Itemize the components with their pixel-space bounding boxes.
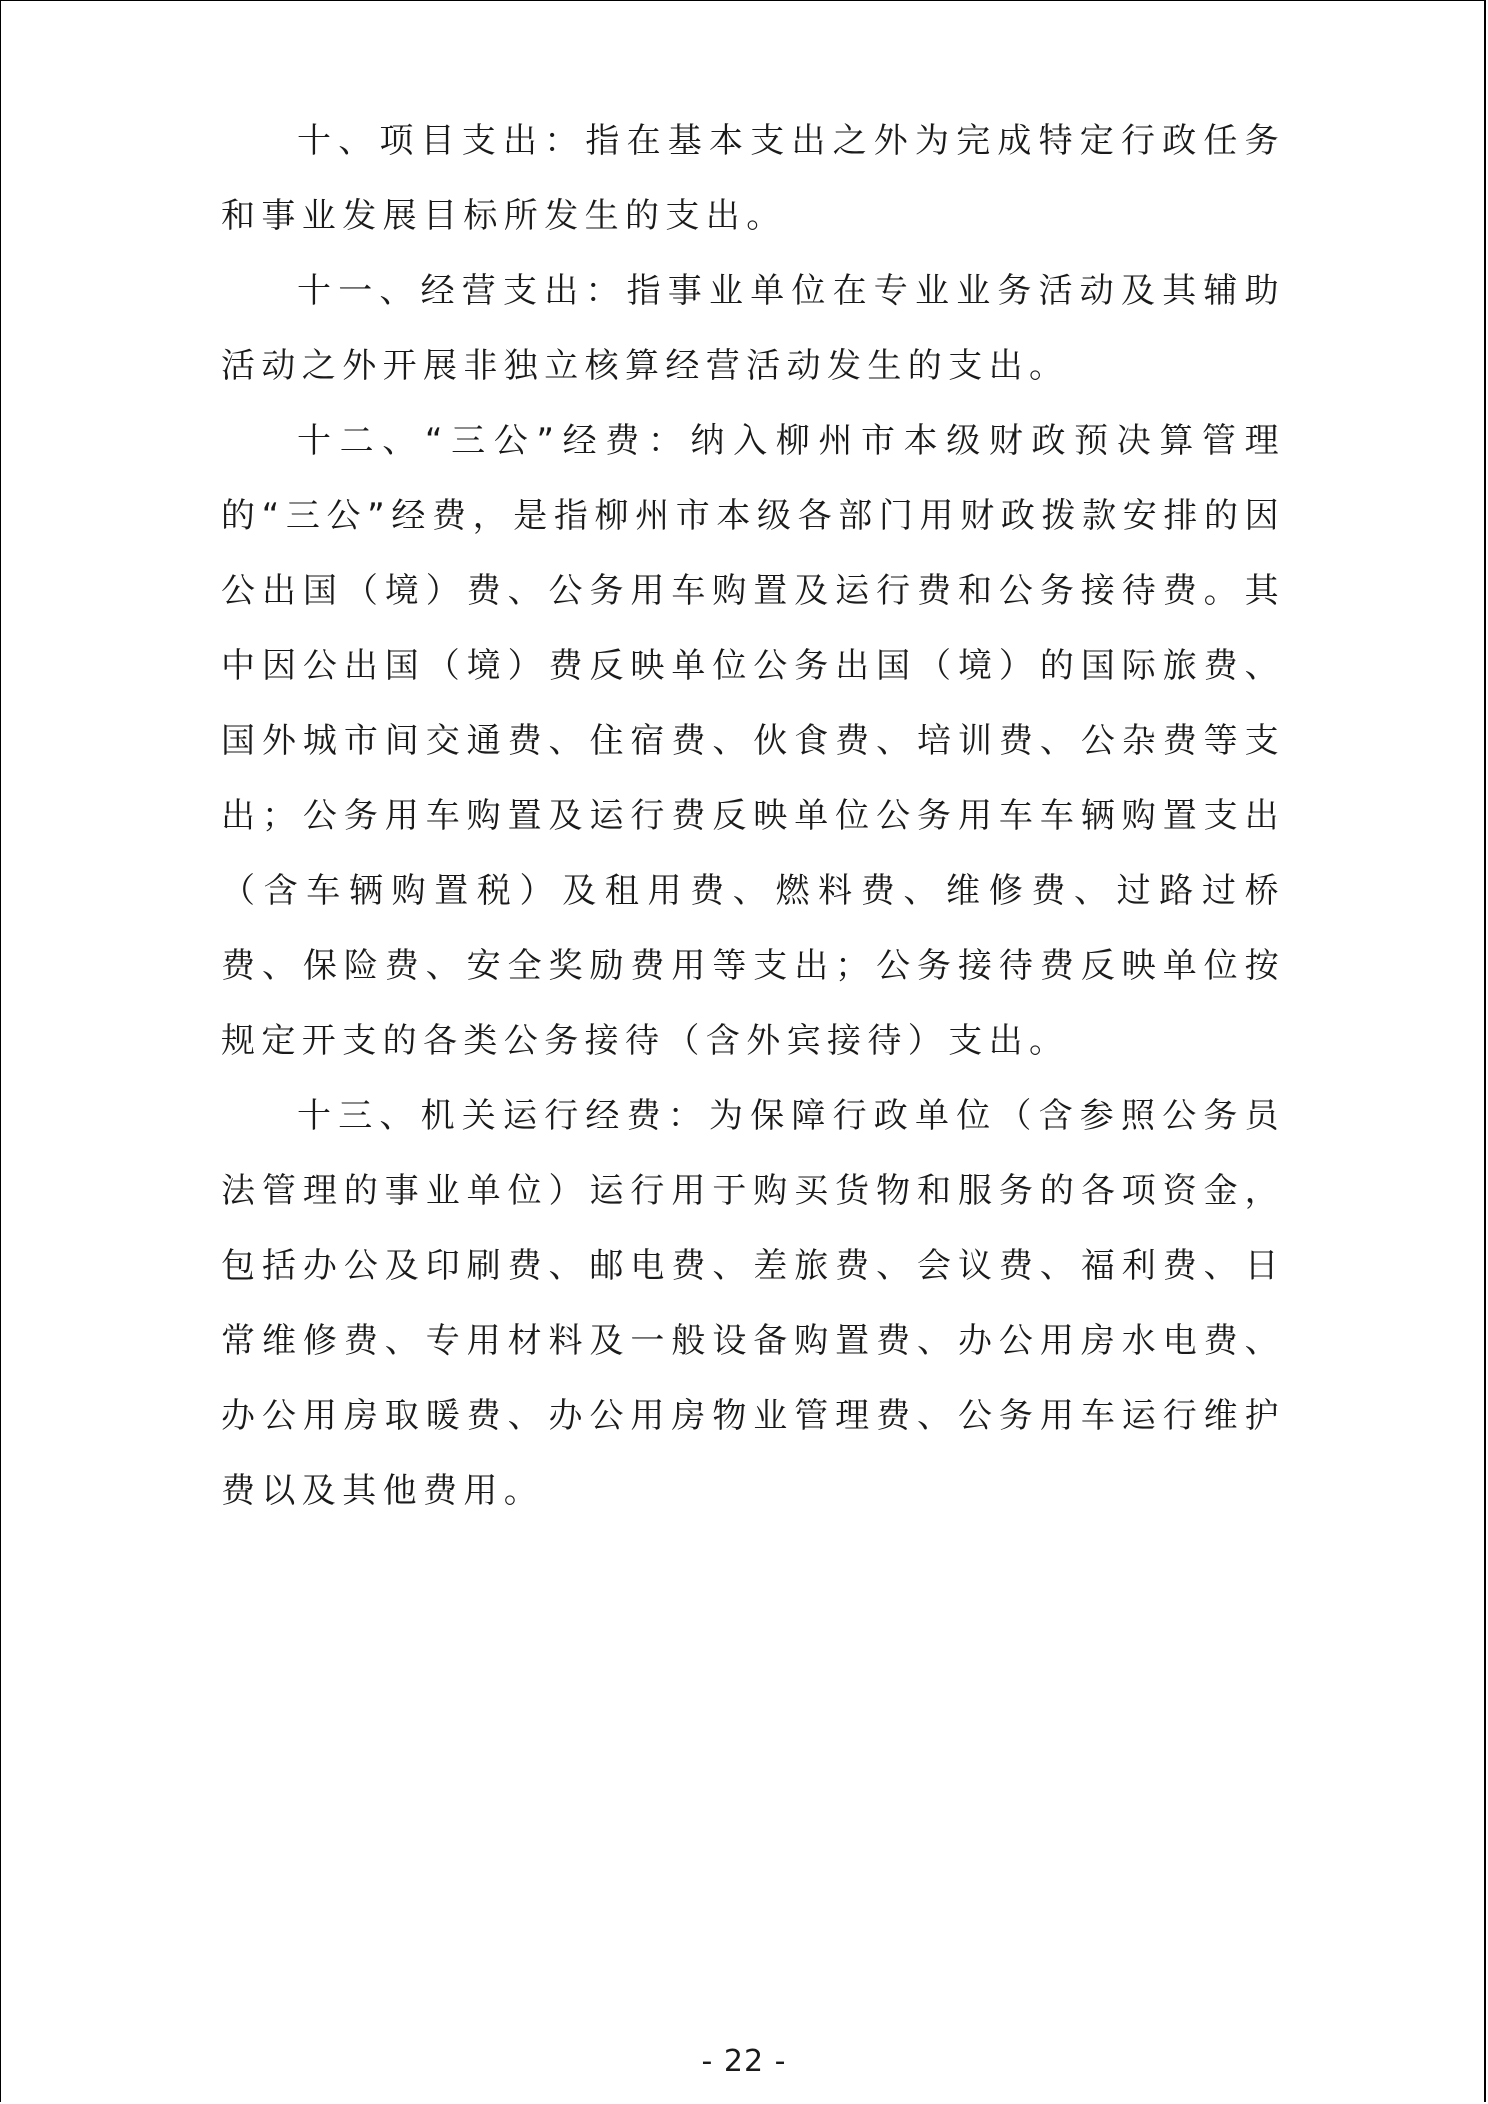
paragraph-operating-expenditure: 十一、经营支出：指事业单位在专业业务活动及其辅助活动之外开展非独立核算经营活动发生的支出。 (221, 271, 1285, 386)
document-body (221, 104, 1285, 1529)
page-number: - 22 - (701, 2044, 787, 2079)
paragraph-three-public-expenses: 十二、“三公”经费：纳入柳州市本级财政预决算管理的“三公”经费，是指柳州市本级各部门用财政拨款安排的因公出国（境）费、公务用车购置及运行费和公务接待费。其中因公出国（境）费反映单位公务出国（境）的国际旅费、国外城市间交通费、住宿费、伙食费、培训费、公杂费等支出；公务用车购置及运行费反映单位公务用车车辆购置支出（含车辆购置税）及租用费、燃料费、维修费、过路过桥费、保险费、安全奖励费用等支出；公务接待费反映单位按规定开支的各类公务接待（含外宾接待）支出。 (221, 421, 1285, 1061)
paragraph-project-expenditure: 十、项目支出：指在基本支出之外为完成特定行政任务和事业发展目标所发生的支出。 (221, 121, 1285, 236)
paragraph-agency-operating-funds: 十三、机关运行经费：为保障行政单位（含参照公务员法管理的事业单位）运行用于购买货物和服务的各项资金，包括办公及印刷费、邮电费、差旅费、会议费、福利费、日常维修费、专用材料及一般设备购置费、办公用房水电费、办公用房取暖费、办公用房物业管理费、公务用车运行维护费以及其他费用。 (221, 1096, 1285, 1511)
